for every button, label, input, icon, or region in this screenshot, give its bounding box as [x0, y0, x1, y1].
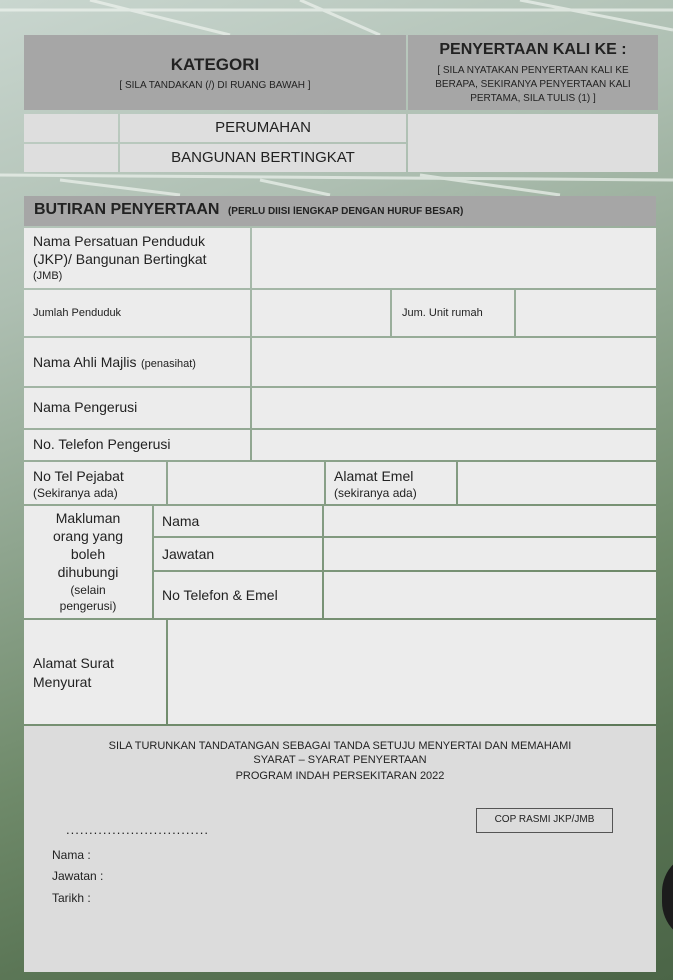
category-bangunan-label: BANGUNAN BERTINGKAT: [171, 149, 355, 166]
alamat-emel-text: Alamat Emel: [334, 468, 414, 484]
section-title: [34, 201, 463, 219]
makluman-line-2: orang yang: [52, 528, 124, 544]
label-makluman: [24, 506, 152, 618]
section-title-main: BUTIRAN PENYERTAAN: [34, 201, 220, 218]
label-ahli-majlis: [24, 338, 250, 386]
signature-panel: [24, 726, 656, 972]
label-telefon-emel: [154, 572, 322, 618]
checkbox-bangunan[interactable]: [24, 144, 118, 172]
signature-tarikh: Tarikh :: [52, 891, 91, 905]
telefon-emel-text: No Telefon & Emel: [162, 587, 278, 603]
signature-nama: Nama :: [52, 848, 91, 862]
penyertaan-kali-input[interactable]: [408, 114, 658, 172]
category-bangunan: [120, 144, 406, 172]
ahli-majlis-text: [33, 354, 196, 372]
input-pengerusi[interactable]: [252, 388, 656, 428]
signature-instruction-2: SYARAT – SYARAT PENYERTAAN: [253, 754, 427, 766]
makluman-line-6: pengerusi): [59, 599, 117, 613]
jawatan-text: Jawatan: [162, 546, 215, 562]
alamat-line-1: Alamat Surat: [33, 655, 114, 671]
alamat-emel-note: (sekiranya ada): [334, 486, 417, 500]
input-tel-pejabat[interactable]: [168, 462, 324, 504]
telefon-pengerusi-text: No. Telefon Pengerusi: [33, 436, 171, 452]
alamat-line-2: Menyurat: [33, 674, 92, 690]
kategori-note: [ SILA TANDAKAN (/) DI RUANG BAWAH ]: [119, 80, 311, 91]
makluman-line-4: dihubungi: [57, 564, 119, 580]
label-jum-unit-rumah: [392, 290, 514, 336]
input-telefon-emel[interactable]: [324, 572, 656, 618]
input-jawatan[interactable]: [324, 538, 656, 570]
label-alamat-emel: [326, 462, 456, 504]
signature-line[interactable]: ...............................: [66, 822, 209, 837]
input-jum-unit-rumah[interactable]: [516, 290, 656, 336]
penyertaan-kali-header: [408, 35, 658, 110]
label-tel-pejabat: [24, 462, 166, 504]
signature-jawatan: Jawatan :: [52, 869, 104, 883]
label-jumlah-penduduk: [24, 290, 250, 336]
category-perumahan: [120, 114, 406, 142]
signature-instruction-1: SILA TURUNKAN TANDATANGAN SEBAGAI TANDA SETUJU MENYERTAI DAN MEMAHAMI: [108, 740, 572, 752]
jkp-line-2: (JKP)/ Bangunan Bertingkat: [33, 251, 207, 267]
penyertaan-note-2: BERAPA, SEKIRANYA PENYERTAAN KALI: [435, 79, 631, 90]
input-alamat[interactable]: [168, 620, 656, 724]
section-subtitle: (PERLU DIISI lENGKAP DENGAN HURUF BESAR): [227, 206, 464, 217]
input-ahli-majlis[interactable]: [252, 338, 656, 386]
penyertaan-note-3: PERTAMA, SILA TULIS (1) ]: [470, 93, 596, 104]
label-nama: [154, 506, 322, 536]
makluman-line-3: boleh: [70, 546, 106, 562]
penyertaan-title: PENYERTAAN KALI KE :: [439, 41, 627, 58]
label-alamat: [24, 620, 166, 724]
penyertaan-note-1: [ SILA NYATAKAN PENYERTAAN KALI KE: [437, 65, 629, 76]
label-telefon-pengerusi: [24, 430, 250, 460]
ahli-majlis-note: (penasihat): [140, 358, 196, 370]
input-alamat-emel[interactable]: [458, 462, 656, 504]
jkp-line-1: Nama Persatuan Penduduk: [33, 233, 205, 249]
butiran-header: [24, 196, 656, 226]
jkp-line-3: (JMB): [33, 270, 63, 282]
label-nama-persatuan: [24, 228, 250, 288]
jum-unit-rumah-text: Jum. Unit rumah: [402, 307, 483, 319]
tel-pejabat-text: No Tel Pejabat: [33, 468, 124, 484]
makluman-line-5: (selain: [70, 583, 106, 597]
tel-pejabat-note: (Sekiranya ada): [33, 486, 118, 500]
category-perumahan-label: PERUMAHAN: [215, 119, 311, 136]
input-jumlah-penduduk[interactable]: [252, 290, 390, 336]
checkbox-perumahan[interactable]: [24, 114, 118, 142]
jumlah-penduduk-text: Jumlah Penduduk: [33, 307, 122, 319]
input-nama-persatuan[interactable]: [252, 228, 656, 288]
ahli-majlis-label: Nama Ahli Majlis: [33, 354, 137, 370]
label-jawatan: [154, 538, 322, 570]
cop-rasmi-box: [476, 808, 613, 833]
cop-rasmi-label: COP RASMI JKP/JMB: [494, 814, 595, 825]
label-pengerusi: [24, 388, 250, 428]
kategori-header: [24, 35, 406, 110]
input-telefon-pengerusi[interactable]: [252, 430, 656, 460]
makluman-line-1: Makluman: [55, 510, 121, 526]
nama-text: Nama: [162, 513, 200, 529]
input-nama[interactable]: [324, 506, 656, 536]
signature-instruction-3: PROGRAM INDAH PERSEKITARAN 2022: [235, 770, 445, 782]
kategori-title: KATEGORI: [170, 55, 260, 74]
pengerusi-text: Nama Pengerusi: [33, 399, 138, 415]
